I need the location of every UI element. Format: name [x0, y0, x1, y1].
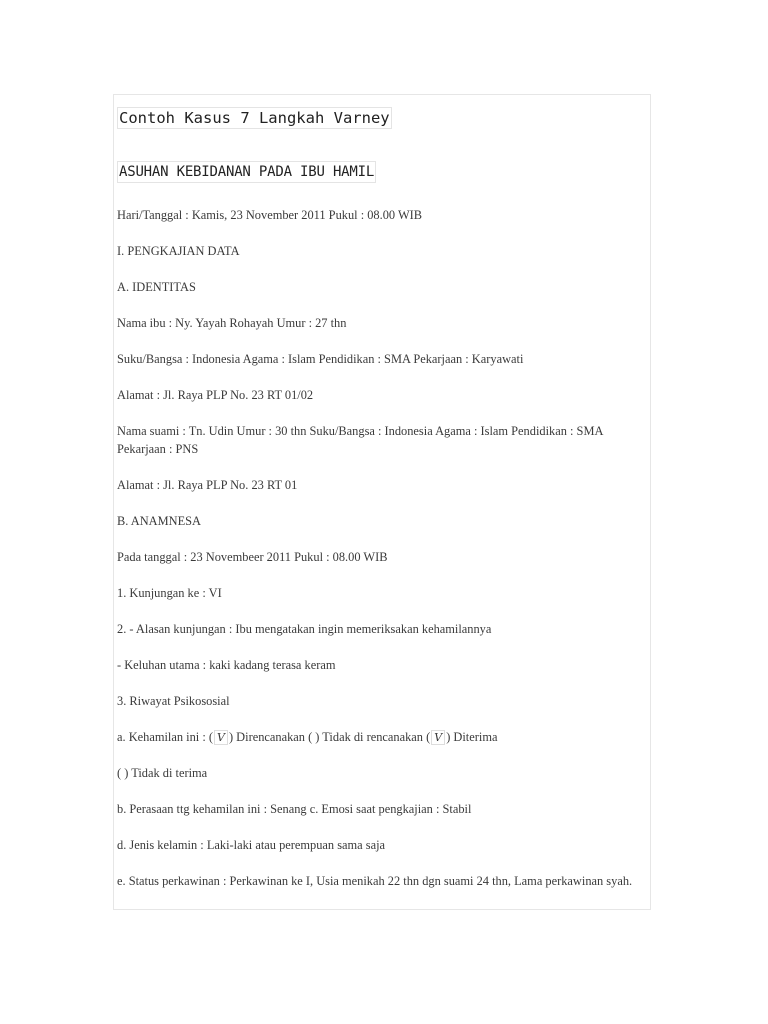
- text-line-nama-suami: Nama suami : Tn. Udin Umur : 30 thn Suku/Bangsa : Indonesia Agama : Islam Pendidikan : SMA Pekarjaan : PNS: [117, 424, 603, 456]
- text-line-alamat-ibu: Alamat : Jl. Raya PLP No. 23 RT 01/02: [117, 388, 314, 402]
- text-line-jenis-kelamin: d. Jenis kelamin : Laki-laki atau perempuan sama saja: [117, 838, 386, 852]
- text-line-date: Hari/Tanggal : Kamis, 23 November 2011 Pukul : 08.00 WIB: [117, 208, 423, 222]
- text-line-alasan: 2. - Alasan kunjungan : Ibu mengatakan ingin memeriksakan kehamilannya: [117, 622, 492, 636]
- text-line-anamnesa: B. ANAMNESA: [117, 514, 201, 528]
- check-mark-direncanakan: V: [214, 730, 228, 745]
- text-line-tidak-diterima: ( ) Tidak di terima: [117, 766, 208, 780]
- text-line-kunjungan: 1. Kunjungan ke : VI: [117, 586, 222, 600]
- text-line-alamat-suami: Alamat : Jl. Raya PLP No. 23 RT 01: [117, 478, 298, 492]
- document-title: Contoh Kasus 7 Langkah Varney: [119, 109, 390, 127]
- kehamilan-prefix: a. Kehamilan ini : (: [117, 730, 213, 744]
- kehamilan-suffix: ) Diterima: [446, 730, 498, 744]
- check-mark-diterima: V: [431, 730, 445, 745]
- section-heading: ASUHAN KEBIDANAN PADA IBU HAMIL: [117, 161, 376, 183]
- text-line-suku-ibu: Suku/Bangsa : Indonesia Agama : Islam Pendidikan : SMA Pekarjaan : Karyawati: [117, 352, 524, 366]
- text-line-keluhan: - Keluhan utama : kaki kadang terasa keram: [117, 658, 336, 672]
- document-page: [113, 94, 651, 910]
- text-line-identitas: A. IDENTITAS: [117, 280, 196, 294]
- text-line-kehamilan: [117, 728, 652, 746]
- text-line-perasaan: b. Perasaan ttg kehamilan ini : Senang c. Emosi saat pengkajian : Stabil: [117, 802, 472, 816]
- text-line-psikososial: 3. Riwayat Psikososial: [117, 694, 230, 708]
- kehamilan-middle: ) Direncanakan ( ) Tidak di rencanakan (: [228, 730, 431, 744]
- text-line-pengkajian: I. PENGKAJIAN DATA: [117, 244, 240, 258]
- text-line-tanggal: Pada tanggal : 23 Novembeer 2011 Pukul : 08.00 WIB: [117, 550, 388, 564]
- text-line-nama-ibu: Nama ibu : Ny. Yayah Rohayah Umur : 27 thn: [117, 316, 347, 330]
- text-line-status-perkawinan: e. Status perkawinan : Perkawinan ke I, Usia menikah 22 thn dgn suami 24 thn, Lama perkawinan syah.: [117, 874, 633, 888]
